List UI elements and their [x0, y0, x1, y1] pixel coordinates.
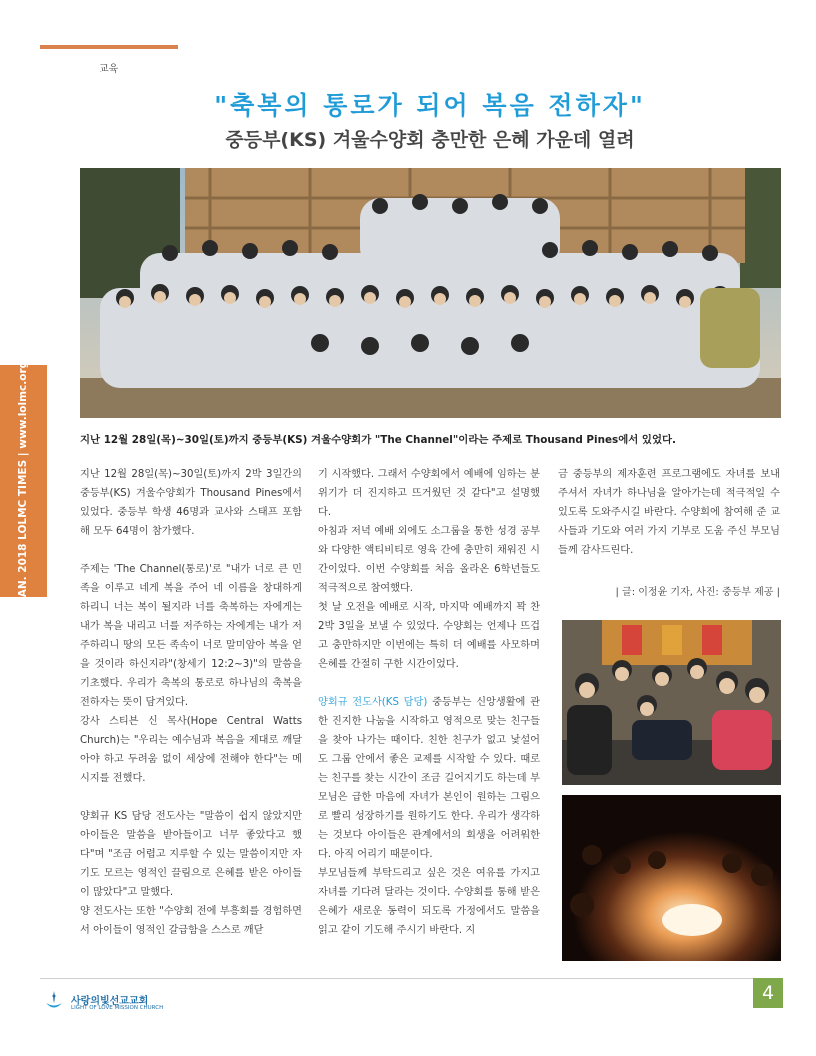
paragraph: 아침과 저녁 예배 외에도 소그룹을 통한 성경 공부와 다양한 액티비티로 영육 간에 충만히 채워진 시간이었다. 이번 수양회를 처음 올라온 6학년들도 적극적으로 참여했다. [318, 526, 540, 594]
page-number: 4 [753, 978, 783, 1008]
paragraph: 양 전도사는 또한 "수양회 전에 부흥회를 경험하면서 아이들이 영적인 갈급함을 스스로 깨닫 [80, 906, 302, 936]
header-accent-bar [40, 45, 178, 49]
paragraph: 부모님들께 부탁드리고 싶은 것은 여유를 가지고 자녀를 기다려 달라는 것이다. 수양회를 통해 받은 은혜가 새로운 동력이 되도록 가정에서도 말씀을 읽고 같이 기도해 주시기 바란다. 지 [318, 868, 540, 936]
church-logo-icon [44, 990, 64, 1012]
article-credit: | 글: 이정윤 기자, 사진: 중등부 제공 | [615, 587, 780, 598]
article-headline: "축복의 통로가 되어 복음 전하자" [214, 91, 646, 120]
photo-caption: 지난 12월 28일(목)~30일(토)까지 중등부(KS) 겨울수양회가 "The Channel"이라는 주제로 Thousand Pines에서 있었다. [80, 434, 676, 446]
section-label: 교육 [99, 64, 119, 75]
article-column-1 [80, 465, 302, 940]
church-logo-subtitle: LIGHT OF LOVE MISSION CHURCH [71, 1005, 164, 1011]
footer-divider [40, 978, 783, 979]
campfire-photo [562, 795, 781, 961]
side-tab-text: JAN. 2018 LOLMC TIMES | www.lolmc.org [17, 360, 29, 602]
paragraph: 금 중등부의 제자훈련 프로그램에도 자녀를 보내 주셔서 자녀가 하나님을 알아가는데 적극적일 수 있도록 도와주시길 바란다. 수양회에 참여해 준 교사들과 기도와 여러 가지 기부로 도움 주신 부모님들께 감사드린다. [558, 469, 780, 556]
paragraph: 지난 12월 28일(목)~30일(토)까지 2박 3일간의 중등부(KS) 겨울수양회가 Thousand Pines에서 있었다. 중등부 학생 46명과 교사와 스태프 포함해 모두 64명이 참가했다. [80, 469, 302, 537]
paragraph [318, 693, 540, 864]
paragraph: 기 시작했다. 그래서 수양회에서 예배에 임하는 분위기가 더 진지하고 뜨거웠던 것 같다"고 설명했다. [318, 469, 540, 518]
church-logo-name: 사랑의빛선교교회 [71, 996, 149, 1007]
small-group-photo [562, 620, 781, 785]
speaker-highlight: 양회규 전도사(KS 담당) [318, 697, 428, 708]
paragraph: 양회규 KS 담당 전도사는 "말씀이 쉽지 않았지만 아이들은 말씀을 받아들이고 너무 좋았다고 했다"며 "조금 어렵고 지루할 수 있는 말씀이지만 자기도 모르는 영적인 끌림으로 은혜를 받은 아이들이 많았다"고 말했다. [80, 811, 302, 898]
article-subheadline: 중등부(KS) 겨울수양회 충만한 은혜 가운데 열려 [225, 129, 635, 151]
article-column-3 [558, 465, 780, 560]
paragraph: 강사 스티븐 신 목사(Hope Central Watts Church)는 "우리는 예수님과 복음을 제대로 깨달아야 하고 두려움 없이 세상에 전해야 한다"는 메시지를 전했다. [80, 716, 302, 784]
church-logo [44, 990, 184, 1016]
group-photo [80, 168, 781, 418]
paragraph: 주제는 'The Channel(통로)'로 "내가 너로 큰 민족을 이루고 네게 복을 주어 네 이름을 창대하게 하리니 너는 복이 될지라 너를 축복하는 자에게는 내가 복을 내리고 너를 저주하는 자에게는 내가 저주하리니 땅의 모든 족속이 너로 말미암아 복을 얻을 것이라 하신지라"(창세기 12:2~3)"의 말씀을 기초했다. 우리가 축복의 통로로 하나님의 축복을 전하자는 뜻이 담겨있다. [80, 564, 302, 708]
paragraph-text: 중등부는 신앙생활에 관한 진지한 나눔을 시작하고 영적으로 맞는 친구들을 찾아 나가는 때이다. 친한 친구가 없고 낯설어도 그룹 안에서 좋은 교제를 시작할 수 있다. 때로는 친구를 찾는 시간이 조금 길어지기도 하는데 부모님은 급한 마음에 자녀가 본인이 원하는 그림으로 빨리 성장하기를 원하기도 한다. 우리가 생각하는 것보다 아이들은 관계에서의 회생을 어려워한다. 아직 어리기 때문이다. [318, 697, 540, 860]
article-column-2 [318, 465, 540, 940]
paragraph: 첫 날 오전을 예배로 시작, 마지막 예배까지 꽉 찬 2박 3일을 보낼 수 있었다. 수양회는 언제나 뜨겁고 충만하지만 이번에는 특히 더 예배를 사모하며 은혜를 간절히 구한 시간이었다. [318, 602, 540, 670]
